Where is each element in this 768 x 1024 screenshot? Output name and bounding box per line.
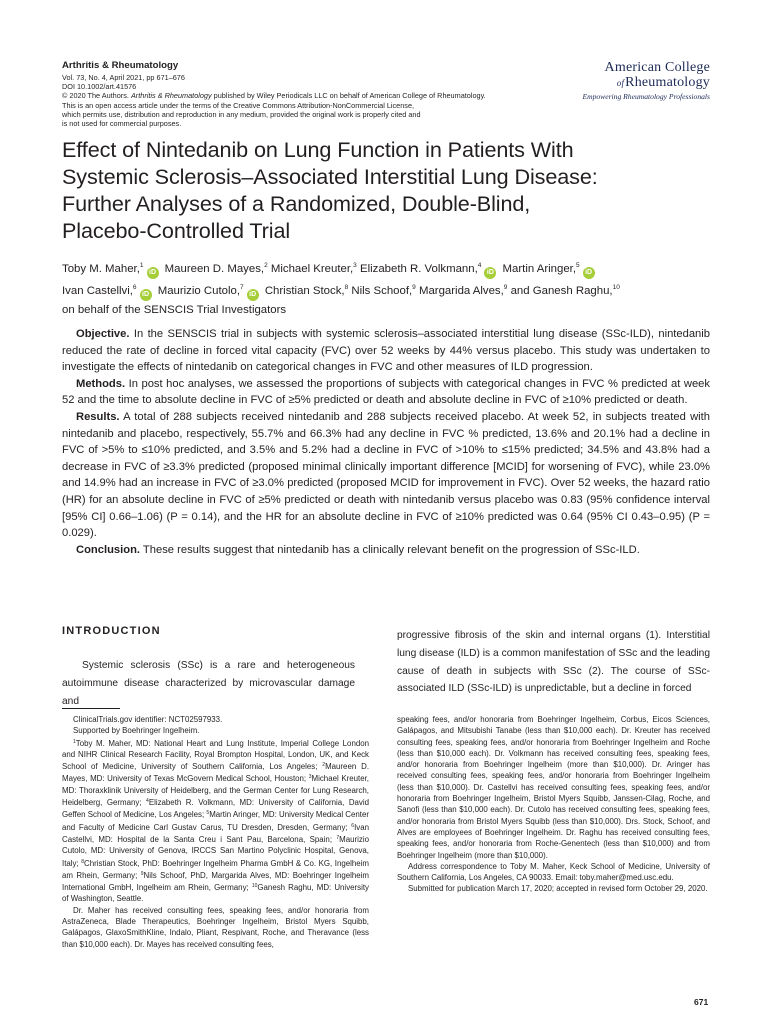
author-name: Maureen D. Mayes, (164, 263, 265, 275)
funding-note: Supported by Boehringer Ingelheim. (73, 726, 200, 736)
abstract-objective: Objective. In the SENSCIS trial in subjects with systemic sclerosis–associated interstitial lung disease (SSc-ILD), nintedanib reduced the rate of decline in forced vital capacity (FVC) over 52 weeks by 44% versus placebo. This study was undertaken to investigate the effects of nintedanib on categorical changes in FVC and other measures of ILD progression. (62, 328, 710, 374)
copyright-line: © 2020 The Authors. Arthritis & Rheumatology published by Wiley Periodicals LLC on behalf of American College of Rheumatology. (62, 91, 486, 101)
abstract (62, 326, 710, 558)
author-name: Ivan Castellvi, (62, 285, 133, 297)
volume-info: Vol. 73, No. 4, April 2021, pp 671–676 (62, 73, 185, 82)
author-line-2: Ivan Castellvi,$^6$iD Maurizio Cutolo,$^7$iD Christian Stock,$^8$ Nils Schoof,$^9$ Margarida Alves,$^9$ and Ganesh Raghu,$^{10}$ (62, 279, 722, 301)
acr-logo-line-1: American College (604, 60, 710, 75)
orcid-icon[interactable]: iD (247, 289, 259, 301)
footnote-divider (62, 708, 120, 709)
submission-dates: Submitted for publication March 17, 2020; accepted in revised form October 29, 2020. (408, 884, 708, 894)
correspondence-address: Address correspondence to Toby M. Maher, Keck School of Medicine, University of Southern California, Los Angeles, CA 90033. Email: toby.maher@med.usc.edu. (397, 861, 710, 883)
doi-link[interactable]: DOI 10.1002/art.41576 (62, 82, 137, 92)
conflict-of-interest-right: speaking fees, and/or honoraria from Boehringer Ingelheim, Corbus, Eicos Sciences, Galápagos, and Mitsubishi Tanabe (less than $10,000 each). Dr. Kreuter has received consulting fees, speaking fees, and/or honoraria from Boehringer Ingelheim and Roche (less than $10,000 each). Dr. Volkmann has received consulting fees, speaking fees, and/or honoraria from Boehringer Ingelheim (more than $10,000). Dr. Aringer has received consulting fees, speaking fees, and/or honoraria from Boehringer Ingelheim (less than $10,000). Dr. Castellvi has received consulting fees, speaking fees, and/or honoraria from Boehringer Ingelheim, Bristol Myers Squibb, Janssen-Cilag, Roche, and Sanofi (less than $10,000 each). Dr. Cutolo has received consulting fees, speaking fees, and/or honoraria from Bristol Myers Squibb (less than $10,000). Drs. Stock, Schoof, and Alves are employees of Boehringer Ingelheim. Dr. Raghu has received consulting fees, speaking fees, and/or honoraria from Roche-Genentech (less than $10,000) and from Boehringer Ingelheim (more than $10,000). (397, 715, 710, 860)
author-name: Christian Stock, (264, 285, 345, 297)
journal-masthead (62, 60, 562, 128)
license-line-1: This is an open access article under the terms of the Creative Commons Attribution-NonCommercial License, (62, 100, 415, 110)
abstract-conclusion: Conclusion. These results suggest that nintedanib has a clinically relevant benefit on the progression of SSc-ILD. (76, 543, 640, 556)
abstract-results: Results. A total of 288 subjects received nintedanib and 288 subjects received placebo. At week 52, in subjects treated with nintedanib and placebo, respectively, 55.7% and 66.3% had any decline in FVC % predicted, 13.6% and 20.1% had a decline in FVC of >5% to ≤10% predicted, and 3.5% and 5.2% had a decline in FVC of >10% to ≤15% predicted; 34.5% and 43.8% had a decrease in FVC of ≥3.3% predicted (proposed minimal clinically important difference [MCID] for worsening of FVC), while 23.0% and 14.9% had an increase in FVC of ≥3.0% predicted (proposed MCID for improvement in FVC). Over 52 weeks, the hazard ratio (HR) for an absolute decline in FVC of ≥5% predicted or death with nintedanib versus placebo was 0.83 (95% confidence interval [95% CI] 0.66–1.06) (P = 0.14), and the HR for an absolute decline in FVC of ≥10% predicted was 0.64 (95% CI 0.43–0.95) (P = 0.029). (62, 410, 710, 540)
author-name: Margarida Alves, (418, 285, 504, 297)
acr-logo (582, 60, 710, 102)
abstract-methods: Methods. In post hoc analyses, we assessed the proportions of subjects with categorical changes in FVC % predicted at week 52 and the time to absolute decline in FVC of ≥5% predicted or death and absolute decline in FVC of ≥10% predicted or death. (62, 377, 710, 407)
journal-name: Arthritis & Rheumatology (62, 60, 179, 71)
license-line-2: which permits use, distribution and reproduction in any medium, provided the original work is properly cited and (62, 109, 421, 119)
author-name: Maurizio Cutolo, (157, 285, 241, 297)
introduction-text-right: progressive fibrosis of the skin and internal organs (1). Interstitial lung disease (ILD) is a common manifestation of SSc and the leading cause of death in subjects with SSc (2). The course of SSc-associated ILD (SSc-ILD) is unpredictable, but a decline in forced (397, 630, 710, 695)
section-heading-introduction: INTRODUCTION (62, 625, 161, 637)
acr-logo-tagline: Empowering Rheumatology Professionals (582, 92, 710, 101)
author-name: Toby M. Maher, (62, 263, 140, 275)
author-name: Ganesh Raghu, (532, 285, 613, 297)
orcid-icon[interactable]: iD (140, 289, 152, 301)
trial-identifier: ClinicalTrials.gov identifier: NCT02597933. (73, 715, 223, 724)
acr-logo-line-2: ofRheumatology (616, 75, 710, 90)
author-name: Martin Aringer, (502, 263, 576, 275)
orcid-icon[interactable]: iD (583, 267, 595, 279)
conflict-of-interest-left: Dr. Maher has received consulting fees, speaking fees, and/or honoraria from AstraZeneca, Blade Therapeutics, Boehringer Ingelheim, Bristol Myers Squibb, Galápagos, GlaxoSmithKline, Indalo, Pliant, Respivant, Roche, and Theravance (less than $10,000 each). Dr. Mayes has received consulting fees, (62, 905, 369, 949)
affiliations: $^1$Toby M. Maher, MD: National Heart and Lung Institute, Imperial College London and NIHR Clinical Research Facility, Royal Brompton Hospital, London, UK, and Keck School of Medicine, University of Southern California, Los Angeles; $^2$Maureen D. Mayes, MD: University of Texas McGovern Medical School, Houston; $^3$Michael Kreuter, MD: Thoraxklinik University of Heidelberg, and the German Center for Lung Research, Heidelberg, Germany; $^4$Elizabeth R. Volkmann, MD: University of California, David Geffen School of Medicine, Los Angeles; $^5$Martin Aringer, MD: University Medical Center and Faculty of Medicine Carl Gustav Carus, TU Dresden, Dresden, Germany; $^6$Ivan Castellvi, MD: Hospital de la Santa Creu i Sant Pau, Barcelona, Spain; $^7$Maurizio Cutolo, MD: University of Genova, IRCCS San Martino Polyclinic Hospital, Genova, Italy; $^8$Christian Stock, PhD: Boehringer Ingelheim Pharma GmbH & Co. KG, Ingelheim am Rhein, Germany; $^9$Nils Schoof, PhD, Margarida Alves, MD: Boehringer Ingelheim International GmbH, Ingelheim am Rhein, Germany; $^{10}$Ganesh Raghu, MD: University of Washington, Seattle. (62, 738, 370, 904)
author-name: Michael Kreuter, (270, 263, 354, 275)
author-list (62, 257, 722, 320)
page-number: 671 (694, 997, 709, 1007)
author-group: on behalf of the SENSCIS Trial Investigators (62, 304, 287, 316)
footnotes-left (62, 714, 369, 950)
author-line-1: Toby M. Maher,$^1$iD Maureen D. Mayes,$^2$ Michael Kreuter,$^3$ Elizabeth R. Volkmann,$^4$iD Martin Aringer,$^5$iD (62, 257, 722, 279)
orcid-icon[interactable]: iD (484, 267, 496, 279)
author-name: Elizabeth R. Volkmann, (359, 263, 478, 275)
footnotes-right (397, 714, 710, 895)
license-line-3: is not used for commercial purposes. (62, 119, 182, 129)
orcid-icon[interactable]: iD (147, 267, 159, 279)
author-name: Nils Schoof, (351, 285, 413, 297)
article-title: Effect of Nintedanib on Lung Function in Patients With Systemic Sclerosis–Associated Interstitial Lung Disease: Further Analyses of a Randomized, Double-Blind, Placebo-Controlled Trial (62, 137, 598, 243)
introduction-text-left: Systemic sclerosis (SSc) is a rare and heterogeneous autoimmune disease characterized by microvascular damage and (62, 660, 355, 707)
